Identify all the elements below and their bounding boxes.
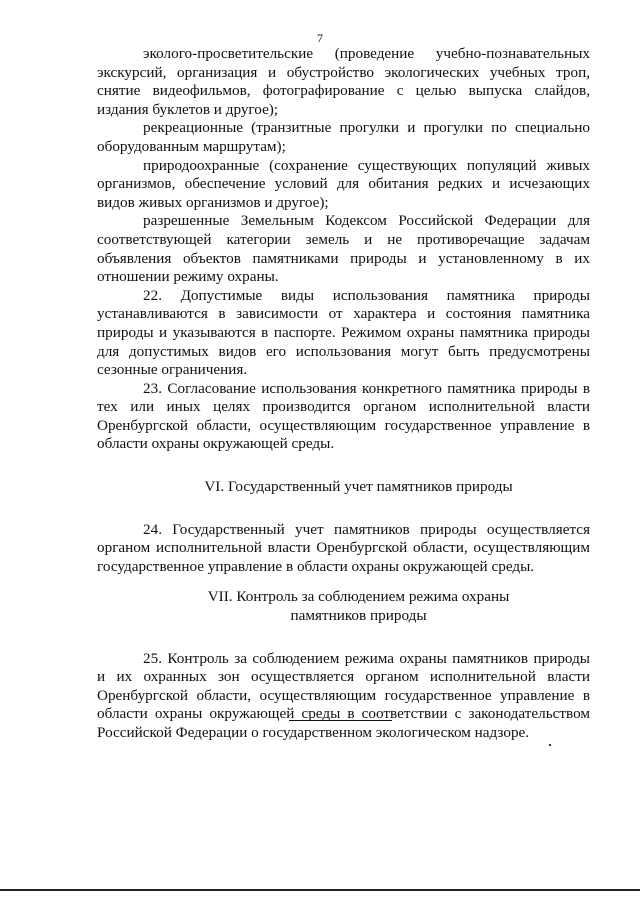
paragraph-23: 23. Согласование использования конкретного памятника природы в тех или иных целях производится органом исполнительной власти Оренбургской области, осуществляющим государственное управление в области охраны окружающей среды. <box>97 379 590 453</box>
page-number: 7 <box>317 31 323 45</box>
paragraph-educational-use: эколого-просветительские (проведение учебно-познавательных экскурсий, организация и обустройство экологических учебных троп, снятие видеофильмов, фотографирование с целью выпуска слайдов, издания буклетов и другое); <box>97 45 590 118</box>
paragraph-24: 24. Государственный учет памятников природы осуществляется органом исполнительной власти Оренбургской области, осуществляющим государственное управление в области охраны окружающей среды. <box>97 520 590 575</box>
paragraph-22: 22. Допустимые виды использования памятника природы устанавливаются в зависимости от характера и состояния памятника природы и указываются в паспорте. Режимом охраны памятника природы для допустимых видов его использования могут быть предусмотрены сезонные ограничения. <box>97 286 590 379</box>
paragraph-permitted-use: разрешенные Земельным Кодексом Российской Федерации для соответствующей категории земель и не противоречащие задачам объявления объектов памятниками природы и установленному в их отношении режиму охраны. <box>97 212 590 286</box>
document-body <box>97 45 590 743</box>
paragraph-conservation-use: природоохранные (сохранение существующих популяций живых организмов, обеспечение условий для обитания редких и исчезающих видов живых организмов и другое); <box>97 156 590 211</box>
scan-bottom-edge <box>0 889 640 891</box>
end-rule <box>289 720 392 721</box>
paragraph-recreational-use: рекреационные (транзитные прогулки и прогулки по специально оборудованным маршрутам); <box>97 119 590 155</box>
section-heading-7-line-1: VII. Контроль за соблюдением режима охраны <box>207 588 510 606</box>
section-heading-7-line-2: памятников природы <box>290 607 427 625</box>
section-heading-6: VI. Государственный учет памятников природы <box>204 478 513 496</box>
paragraph-25: 25. Контроль за соблюдением режима охраны памятников природы и их охранных зон осуществляется органом исполнительной власти Оренбургской области, осуществляющим государственное управление в области охраны окружающей среды в соответствии с законодательством Российской Федерации о государственном экологическом надзоре. <box>97 649 590 741</box>
scan-speck <box>549 744 551 746</box>
